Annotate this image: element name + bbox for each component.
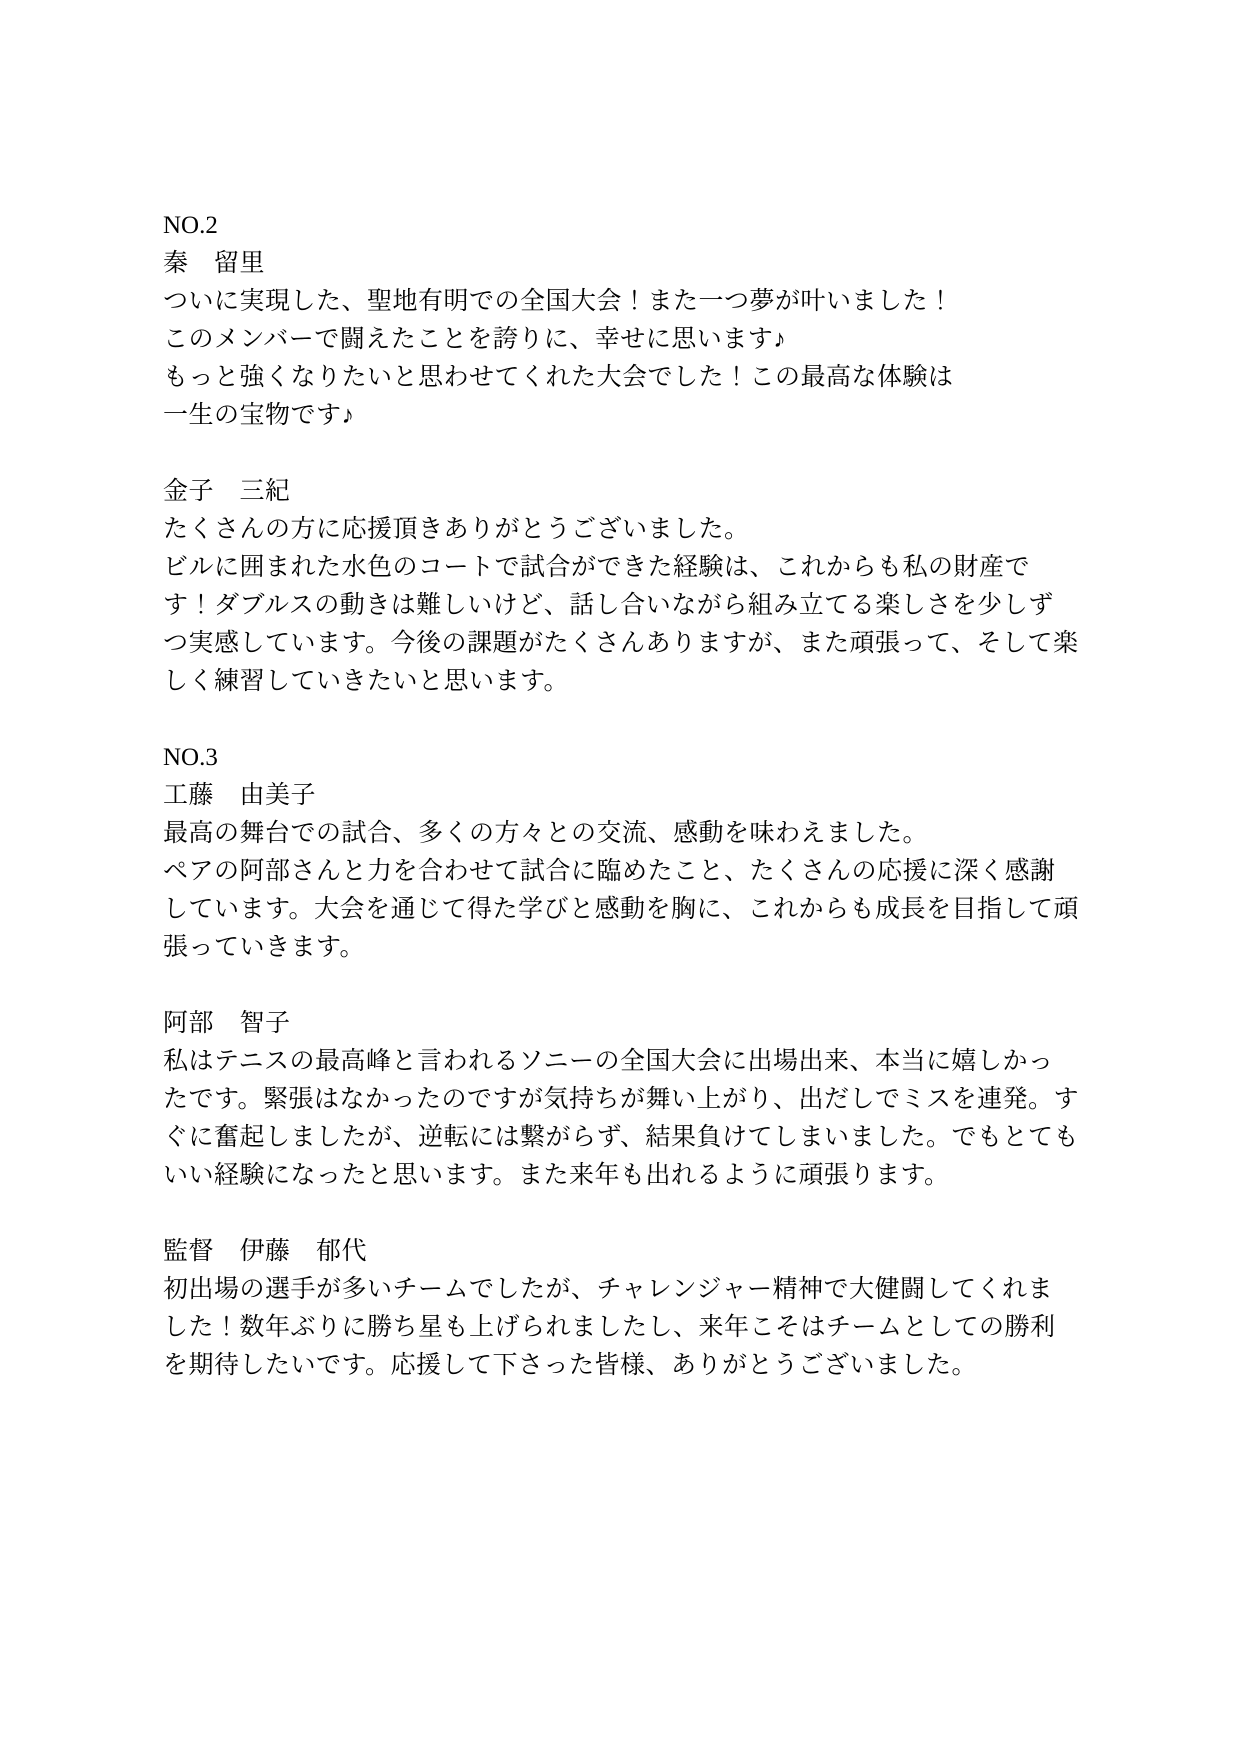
text-line: ペアの阿部さんと力を合わせて試合に臨めたこと、たくさんの応援に深く感謝 xyxy=(163,858,1056,885)
text-line: 初出場の選手が多いチームでしたが、チャレンジャー精神で大健闘してくれま xyxy=(163,1276,1054,1303)
text-line: 最高の舞台での試合、多くの方々との交流、感動を味わえました。 xyxy=(163,820,929,847)
blank-line xyxy=(163,701,1103,739)
text-line: ぐに奮起しましたが、逆転には繋がらず、結果負けてしまいました。でもとても xyxy=(163,1124,1080,1151)
speaker-name: 秦 留里 xyxy=(163,250,266,277)
blank-line xyxy=(163,435,1103,473)
text-line: 張っていきます。 xyxy=(163,934,366,961)
section-label: NO.2 xyxy=(163,212,218,239)
testimonial-text-block xyxy=(163,207,1103,1385)
text-line: を期待したいです。応援して下さった皆様、ありがとうございました。 xyxy=(163,1352,978,1379)
text-line: このメンバーで闘えたことを誇りに、幸せに思います♪ xyxy=(163,326,787,353)
text-line: いい経験になったと思います。また来年も出れるように頑張ります。 xyxy=(163,1162,950,1189)
text-line: ビルに囲まれた水色のコートで試合ができた経験は、これからも私の財産で xyxy=(163,554,1031,581)
text-line: す！ダブルスの動きは難しいけど、話し合いながら組み立てる楽しさを少しず xyxy=(163,592,1054,619)
text-line: もっと強くなりたいと思わせてくれた大会でした！この最高な体験は xyxy=(163,364,954,391)
text-line: たくさんの方に応援頂きありがとうございました。 xyxy=(163,516,750,543)
text-line: 私はテニスの最高峰と言われるソニーの全国大会に出場出来、本当に嬉しかっ xyxy=(163,1048,1054,1075)
text-line: つ実感しています。今後の課題がたくさんありますが、また頑張って、そして楽 xyxy=(163,630,1079,657)
text-line: しく練習していきたいと思います。 xyxy=(163,668,570,695)
section-label: NO.3 xyxy=(163,744,218,771)
text-line: たです。緊張はなかったのですが気持ちが舞い上がり、出だしでミスを連発。す xyxy=(163,1086,1080,1113)
text-line: 一生の宝物です♪ xyxy=(163,402,355,429)
speaker-name: 阿部 智子 xyxy=(163,1010,291,1037)
blank-line xyxy=(163,1195,1103,1233)
speaker-name: 工藤 由美子 xyxy=(163,782,317,809)
blank-line xyxy=(163,967,1103,1005)
speaker-name: 監督 伊藤 郁代 xyxy=(163,1238,368,1265)
text-line: した！数年ぶりに勝ち星も上げられましたし、来年こそはチームとしての勝利 xyxy=(163,1314,1056,1341)
text-line: しています。大会を通じて得た学びと感動を胸に、これからも成長を目指して頑 xyxy=(163,896,1080,923)
text-line: ついに実現した、聖地有明での全国大会！また一つ夢が叶いました！ xyxy=(163,288,954,315)
speaker-name: 金子 三紀 xyxy=(163,478,291,505)
